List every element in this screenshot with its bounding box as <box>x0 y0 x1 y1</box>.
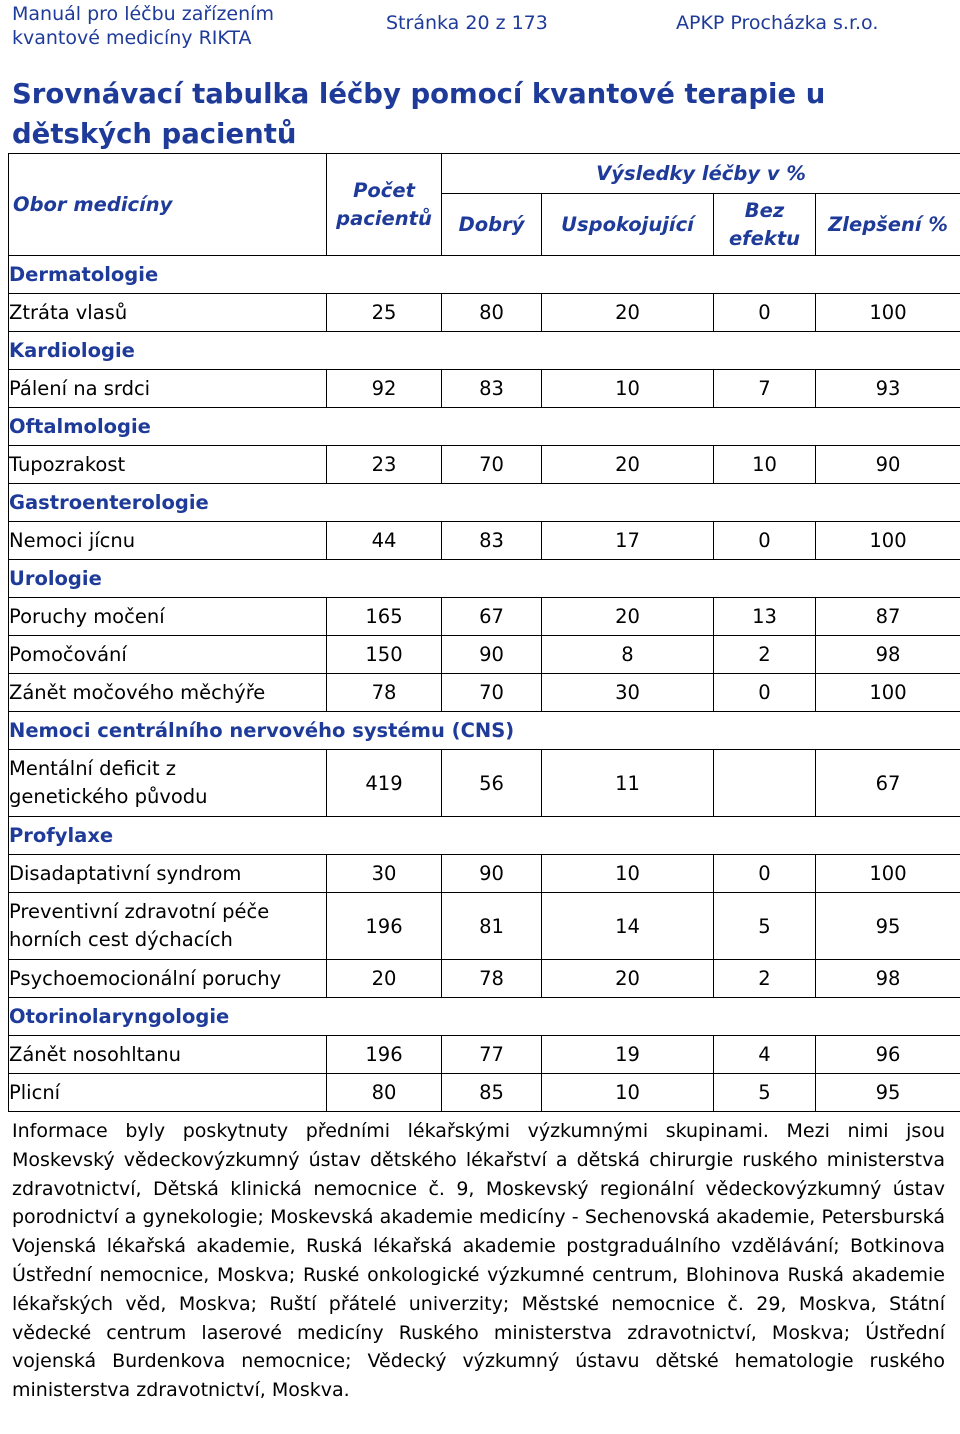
cell-bez-efektu: 0 <box>714 522 816 560</box>
section-row <box>9 712 960 750</box>
cell-pocet: 25 <box>327 294 442 332</box>
row-label: Poruchy močení <box>9 598 327 636</box>
cell-bez-efektu: 7 <box>714 370 816 408</box>
col-header-uspokojujici: Uspokojující <box>542 194 714 256</box>
cell-zlepseni: 67 <box>816 750 960 817</box>
cell-dobry: 81 <box>442 893 542 960</box>
company-name: APKP Procházka s.r.o. <box>676 12 879 34</box>
col-header-obor: Obor medicíny <box>9 154 327 256</box>
col-header-bez-line1: Bez <box>744 198 785 222</box>
row-label <box>9 750 327 817</box>
row-label: Nemoci jícnu <box>9 522 327 560</box>
table-row <box>9 446 960 484</box>
section-row <box>9 998 960 1036</box>
cell-dobry: 85 <box>442 1074 542 1112</box>
cell-dobry: 90 <box>442 855 542 893</box>
cell-uspokojujici: 10 <box>542 855 714 893</box>
cell-zlepseni: 98 <box>816 960 960 998</box>
page-title-line2: dětských pacientů <box>12 118 297 150</box>
cell-pocet: 419 <box>327 750 442 817</box>
page-title-line1: Srovnávací tabulka léčby pomocí kvantové terapie u <box>12 78 826 110</box>
manual-title-line2: kvantové medicíny RIKTA <box>12 27 252 49</box>
table-row <box>9 750 960 817</box>
cell-uspokojujici: 19 <box>542 1036 714 1074</box>
row-label: Zánět nosohltanu <box>9 1036 327 1074</box>
cell-zlepseni: 96 <box>816 1036 960 1074</box>
cell-dobry: 83 <box>442 522 542 560</box>
cell-uspokojujici: 20 <box>542 960 714 998</box>
table-row <box>9 893 960 960</box>
cell-uspokojujici: 8 <box>542 636 714 674</box>
row-label-line2: genetického původu <box>9 785 208 808</box>
table-row <box>9 598 960 636</box>
row-label: Zánět močového měchýře <box>9 674 327 712</box>
cell-dobry: 80 <box>442 294 542 332</box>
footnote: Informace byly poskytnuty předními lékařskými výzkumnými skupinami. Mezi nimi jsou Moskevský vědeckovýzkumný ústav dětského lékařství a dětská chirurgie ruského ministerstva zdravotnictví, Dětská klinická nemocnice č. 9, Moskevský regionální vědeckovýzkumný ústav porodnictví a gynekologie; Moskevská akademie medicíny - Sechenovská akademie, Petersburská Vojenská lékařská akademie, Ruská lékařská akademie postgraduálního vzdělávání; Botkinova Ústřední nemocnice, Moskva; Ruské onkologické výzkumné centrum, Blohinova Ruská akademie lékařských věd, Moskva; Ruští přátelé univerzity; Městské nemocnice č. 29, Moskva, Státní vědecké centrum laserové medicíny Ruského ministerstva zdravotnictví, Moskva; Ústřední vojenská Burdenkova nemocnice; Vědecký výzkumný ústavu dětské hematologie ruského ministerstva zdravotnictví, Moskva. <box>12 1120 945 1402</box>
table-row <box>9 855 960 893</box>
page-header <box>0 0 960 50</box>
cell-dobry: 67 <box>442 598 542 636</box>
col-header-pocet <box>327 154 442 256</box>
cell-zlepseni: 87 <box>816 598 960 636</box>
cell-zlepseni: 100 <box>816 522 960 560</box>
cell-dobry: 77 <box>442 1036 542 1074</box>
section-title: Nemoci centrálního nervového systému (CNS) <box>9 712 960 750</box>
col-header-bez-efektu <box>714 194 816 256</box>
section-title: Otorinolaryngologie <box>9 998 960 1036</box>
cell-zlepseni: 98 <box>816 636 960 674</box>
page-number: Stránka 20 z 173 <box>386 12 548 34</box>
cell-pocet: 196 <box>327 893 442 960</box>
col-header-pocet-line1: Počet <box>353 178 415 202</box>
cell-dobry: 90 <box>442 636 542 674</box>
cell-uspokojujici: 14 <box>542 893 714 960</box>
section-title: Kardiologie <box>9 332 960 370</box>
cell-pocet: 196 <box>327 1036 442 1074</box>
col-header-pocet-line2: pacientů <box>336 206 432 230</box>
cell-bez-efektu: 0 <box>714 855 816 893</box>
cell-bez-efektu: 0 <box>714 294 816 332</box>
section-title: Dermatologie <box>9 256 960 294</box>
table-row <box>9 636 960 674</box>
cell-zlepseni: 100 <box>816 294 960 332</box>
cell-bez-efektu: 0 <box>714 674 816 712</box>
row-label: Pálení na srdci <box>9 370 327 408</box>
row-label: Ztráta vlasů <box>9 294 327 332</box>
table-row <box>9 960 960 998</box>
cell-uspokojujici: 30 <box>542 674 714 712</box>
cell-zlepseni: 95 <box>816 893 960 960</box>
section-row <box>9 332 960 370</box>
row-label: Pomočování <box>9 636 327 674</box>
cell-pocet: 150 <box>327 636 442 674</box>
cell-zlepseni: 90 <box>816 446 960 484</box>
cell-pocet: 20 <box>327 960 442 998</box>
section-title: Oftalmologie <box>9 408 960 446</box>
cell-bez-efektu: 5 <box>714 893 816 960</box>
section-title: Urologie <box>9 560 960 598</box>
cell-pocet: 80 <box>327 1074 442 1112</box>
table-row <box>9 522 960 560</box>
cell-bez-efektu: 2 <box>714 636 816 674</box>
results-table <box>8 153 960 1112</box>
cell-pocet: 165 <box>327 598 442 636</box>
cell-bez-efektu <box>714 750 816 817</box>
cell-pocet: 78 <box>327 674 442 712</box>
table-row <box>9 1036 960 1074</box>
table-row <box>9 1074 960 1112</box>
cell-dobry: 83 <box>442 370 542 408</box>
section-row <box>9 256 960 294</box>
cell-zlepseni: 100 <box>816 674 960 712</box>
col-header-vysledky: Výsledky léčby v % <box>442 154 960 194</box>
section-row <box>9 484 960 522</box>
cell-uspokojujici: 20 <box>542 294 714 332</box>
cell-bez-efektu: 2 <box>714 960 816 998</box>
cell-bez-efektu: 13 <box>714 598 816 636</box>
cell-zlepseni: 93 <box>816 370 960 408</box>
page-title <box>12 74 952 154</box>
cell-uspokojujici: 10 <box>542 1074 714 1112</box>
cell-uspokojujici: 10 <box>542 370 714 408</box>
table-row <box>9 674 960 712</box>
col-header-dobry: Dobrý <box>442 194 542 256</box>
cell-pocet: 23 <box>327 446 442 484</box>
cell-bez-efektu: 5 <box>714 1074 816 1112</box>
row-label-line1: Mentální deficit z <box>9 757 177 780</box>
cell-uspokojujici: 11 <box>542 750 714 817</box>
row-label <box>9 893 327 960</box>
cell-pocet: 30 <box>327 855 442 893</box>
row-label: Psychoemocionální poruchy <box>9 960 327 998</box>
manual-title-line1: Manuál pro léčbu zařízením <box>12 3 274 25</box>
cell-bez-efektu: 10 <box>714 446 816 484</box>
row-label-line1: Preventivní zdravotní péče <box>9 900 270 923</box>
section-row <box>9 408 960 446</box>
col-header-bez-line2: efektu <box>728 226 801 250</box>
manual-title <box>12 2 274 50</box>
cell-zlepseni: 95 <box>816 1074 960 1112</box>
cell-pocet: 44 <box>327 522 442 560</box>
table-row <box>9 370 960 408</box>
cell-bez-efektu: 4 <box>714 1036 816 1074</box>
row-label-line2: horních cest dýchacích <box>9 928 233 951</box>
row-label: Plicní <box>9 1074 327 1112</box>
col-header-zlepseni: Zlepšení % <box>816 194 960 256</box>
table-row <box>9 294 960 332</box>
section-row <box>9 560 960 598</box>
cell-zlepseni: 100 <box>816 855 960 893</box>
cell-uspokojujici: 20 <box>542 446 714 484</box>
row-label: Tupozrakost <box>9 446 327 484</box>
cell-dobry: 56 <box>442 750 542 817</box>
results-table-body <box>9 154 960 1112</box>
section-title: Gastroenterologie <box>9 484 960 522</box>
cell-uspokojujici: 20 <box>542 598 714 636</box>
table-header-row <box>9 154 960 194</box>
cell-dobry: 78 <box>442 960 542 998</box>
row-label: Disadaptativní syndrom <box>9 855 327 893</box>
cell-uspokojujici: 17 <box>542 522 714 560</box>
cell-pocet: 92 <box>327 370 442 408</box>
section-title: Profylaxe <box>9 817 960 855</box>
cell-dobry: 70 <box>442 674 542 712</box>
section-row <box>9 817 960 855</box>
cell-dobry: 70 <box>442 446 542 484</box>
